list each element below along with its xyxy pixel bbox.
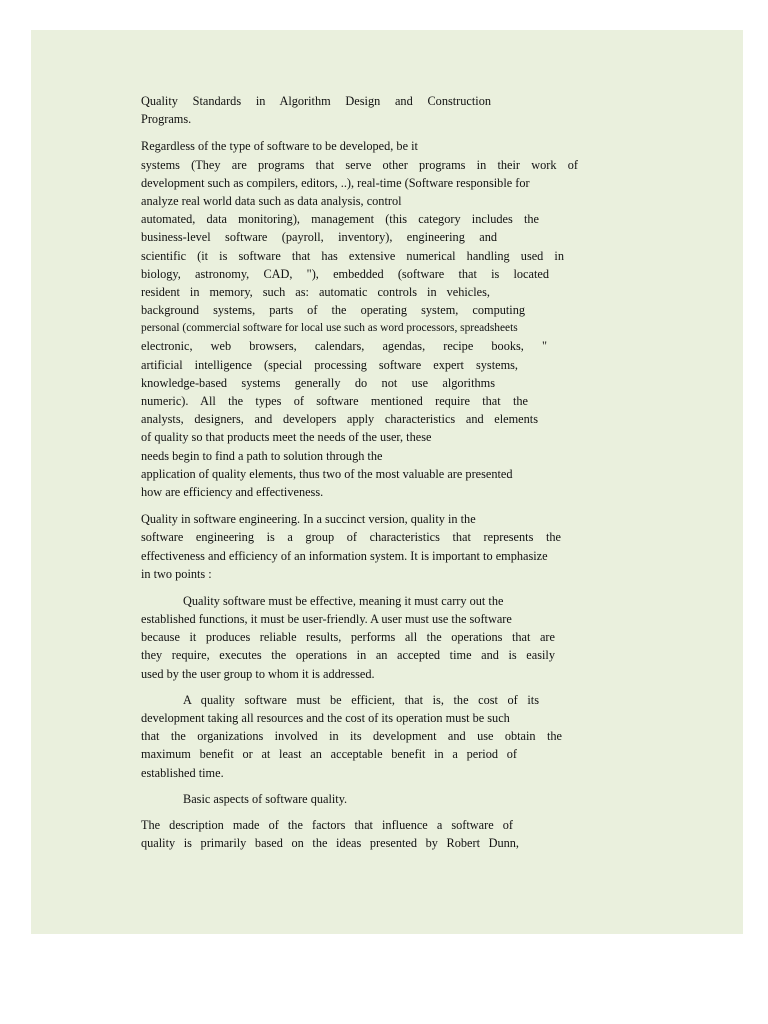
text-line: Regardless of the type of software to be developed, be it [141,139,418,154]
text-line: development taking all resources and the cost of its operation must be such [141,711,510,725]
text-line: of quality so that products meet the needs of the user, these [141,430,432,445]
text-line: artificial intelligence (special processing software expert systems, [141,357,518,372]
spacer [141,501,591,510]
title-line: Quality Standards in Algorithm Design and Construction [141,94,491,108]
text-line: resident in memory, such as: automatic controls in vehicles, [141,284,490,299]
text-line: they require, executes the operations in an accepted time and is easily [141,648,555,663]
document-page [31,30,743,934]
text-line: that the organizations involved in its development and use obtain the [141,729,562,744]
text-line: maximum benefit or at least an acceptable benefit in a period of [141,747,517,762]
spacer [141,128,591,137]
text-line: established time. [141,765,224,780]
text-line: business-level software (payroll, inventory), engineering and [141,230,497,245]
paragraph-effective [141,592,591,683]
text-line: Quality software must be effective, meaning it must carry out the [183,593,504,608]
text-line: systems (They are programs that serve other programs in their work of [141,157,578,172]
paragraph-factors [141,816,591,852]
text-line: Quality in software engineering. In a succinct version, quality in the [141,512,476,527]
text-line: needs begin to find a path to solution through the [141,448,383,463]
spacer [141,808,591,816]
text-line: because it produces reliable results, performs all the operations that are [141,630,555,645]
spacer [141,782,591,790]
heading-text: Basic aspects of software quality. [183,791,348,806]
paragraph-quality-definition [141,510,591,583]
text-line: analysts, designers, and developers apply characteristics and elements [141,412,538,427]
text-line: background systems, parts of the operating system, computing [141,303,525,318]
text-line: A quality software must be efficient, that is, the cost of its [183,692,539,707]
text-line: scientific (it is software that has extensive numerical handling used in [141,248,564,263]
section-heading [141,790,591,808]
document-title [141,92,591,128]
document-body [141,92,591,852]
paragraph-software-types [141,137,591,501]
text-line: established functions, it must be user-friendly. A user must use the software [141,612,512,627]
text-line: used by the user group to whom it is addressed. [141,666,375,681]
text-line: knowledge-based systems generally do not use algorithms [141,375,495,390]
title-line: Programs. [141,112,192,127]
text-line: The description made of the factors that influence a software of [141,817,513,832]
spacer [141,583,591,592]
text-line: quality is primarily based on the ideas presented by Robert Dunn, [141,836,519,851]
spacer [141,683,591,691]
text-line: effectiveness and efficiency of an information system. It is important to emphasize [141,548,548,563]
text-line: numeric). All the types of software mentioned require that the [141,394,528,408]
text-line: analyze real world data such as data analysis, control [141,193,402,208]
text-line: personal (commercial software for local use such as word processors, spreadsheets [141,322,518,335]
text-line: how are efficiency and effectiveness. [141,484,324,499]
text-line: application of quality elements, thus two of the most valuable are presented [141,466,513,481]
text-line: in two points : [141,566,212,581]
text-line: automated, data monitoring), management (this category includes the [141,212,539,227]
text-line: biology, astronomy, CAD, "), embedded (software that is located [141,266,549,281]
text-line: development such as compilers, editors, ..), real-time (Software responsible for [141,175,530,190]
text-line: software engineering is a group of characteristics that represents the [141,530,561,545]
text-line: electronic, web browsers, calendars, agendas, recipe books, " [141,339,547,354]
paragraph-efficient [141,691,591,782]
